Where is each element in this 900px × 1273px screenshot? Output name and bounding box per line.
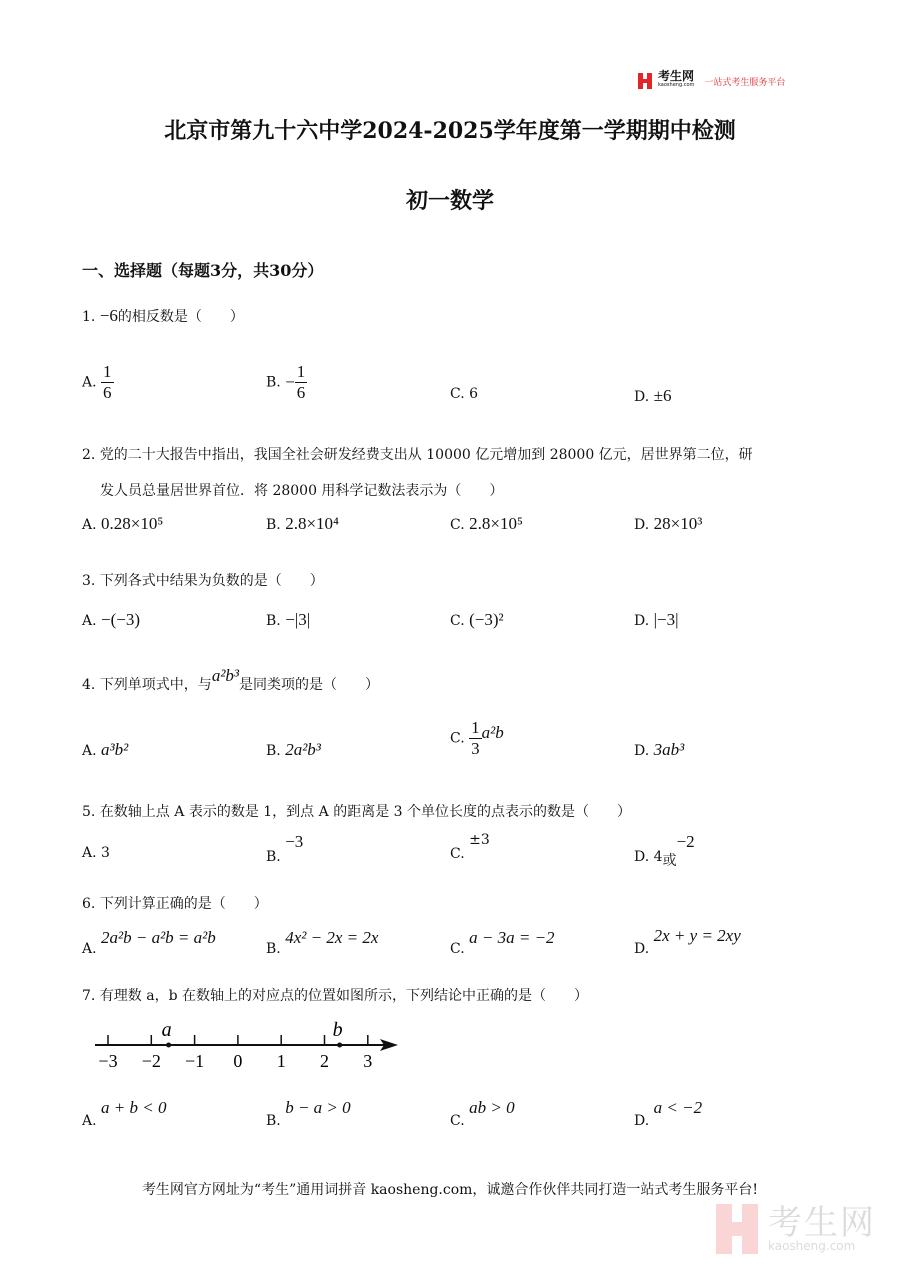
option-value: 2x + y = 2xy bbox=[653, 926, 741, 945]
option-label: A. bbox=[82, 941, 97, 957]
tick-label: 1 bbox=[276, 1051, 286, 1071]
option-label: D. bbox=[634, 849, 650, 865]
option-label: C. bbox=[450, 386, 465, 402]
option-value: 2.8×10⁴ bbox=[285, 514, 339, 533]
option-value: 4 bbox=[653, 849, 663, 865]
option-label: B. bbox=[266, 374, 281, 391]
option-label: B. bbox=[266, 849, 281, 865]
option-value: 0.28×10⁵ bbox=[101, 514, 164, 533]
page-title: 北京市第九十六中学2024-2025学年度第一学期期中检测 bbox=[164, 118, 736, 144]
option-label: C. bbox=[450, 941, 465, 957]
minus-sign: − bbox=[285, 372, 295, 392]
option-label: C. bbox=[450, 846, 465, 862]
numerator: 1 bbox=[296, 362, 306, 381]
numerator: 1 bbox=[471, 718, 480, 737]
option-value: 3ab³ bbox=[653, 740, 685, 759]
question-number: 2. bbox=[82, 447, 96, 463]
tick-label: 2 bbox=[320, 1051, 329, 1071]
point-b bbox=[337, 1043, 342, 1048]
option-c[interactable] bbox=[450, 1098, 515, 1129]
option-label: C. bbox=[450, 613, 465, 629]
question-text: 是同类项的是（ ） bbox=[239, 677, 380, 693]
option-label: A. bbox=[82, 374, 97, 391]
option-value: a + b < 0 bbox=[101, 1098, 167, 1117]
option-value: −2 bbox=[676, 832, 695, 851]
option-value: 4x² − 2x = 2x bbox=[285, 928, 379, 947]
question-text: 有理数 a，b 在数轴上的对应点的位置如图所示，下列结论中正确的是（ ） bbox=[99, 988, 589, 1004]
option-value: b − a > 0 bbox=[285, 1098, 351, 1117]
option-value: ab > 0 bbox=[469, 1098, 515, 1117]
option-label: D. bbox=[634, 613, 650, 629]
watermark-icon bbox=[716, 1204, 758, 1254]
question-text: 党的二十大报告中指出，我国全社会研发经费支出从 10000 亿元增加到 28000 亿元，居世界第二位，研 bbox=[99, 447, 753, 463]
question-text: 下列计算正确的是（ ） bbox=[99, 896, 268, 912]
question-number: 4. bbox=[82, 677, 96, 693]
option-label: A. bbox=[82, 845, 97, 861]
option-label: B. bbox=[266, 613, 281, 629]
header-slogan: 一站式考生服务平台 bbox=[704, 77, 786, 88]
option-label: D. bbox=[634, 1113, 650, 1129]
math-expr: −6 bbox=[99, 306, 118, 325]
numerator: 1 bbox=[103, 362, 112, 381]
option-d[interactable] bbox=[634, 1098, 703, 1129]
option-value: 6 bbox=[469, 386, 479, 402]
option-label: C. bbox=[450, 517, 465, 533]
question-text: 下列各式中结果为负数的是（ ） bbox=[99, 573, 324, 589]
tick-label: −3 bbox=[98, 1051, 118, 1071]
tick-label: −1 bbox=[185, 1051, 205, 1071]
option-label: D. bbox=[634, 517, 650, 533]
question-text: 的相反数是（ ） bbox=[117, 309, 244, 325]
footer-text: 考生网官方网址为“考生”通用词拼音 kaosheng.com，诚邀合作伙伴共同打造一站式考生服务平台! bbox=[141, 1182, 759, 1198]
watermark-sub: kaosheng.com bbox=[768, 1239, 856, 1253]
option-value: ±6 bbox=[653, 386, 672, 405]
point-a bbox=[166, 1043, 171, 1048]
question-text: 在数轴上点 A 表示的数是 1，到点 A 的距离是 3 个单位长度的点表示的数是（ ） bbox=[99, 804, 631, 820]
logo-sub: kaosheng.com bbox=[658, 82, 695, 88]
section-heading: 一、选择题（每题3分，共30分） bbox=[82, 261, 324, 280]
option-label: D. bbox=[634, 941, 650, 957]
option-value: 2a²b³ bbox=[285, 740, 321, 759]
question-2-line2: 发人员总量居世界首位．将 28000 用科学记数法表示为（ ） bbox=[100, 483, 504, 499]
logo-text: 考生网 bbox=[658, 69, 695, 83]
page-subtitle: 初一数学 bbox=[405, 188, 494, 214]
question-number: 1. bbox=[82, 309, 96, 325]
question-number: 6. bbox=[82, 896, 96, 912]
tick-label: −2 bbox=[141, 1051, 161, 1071]
option-value: a³b² bbox=[101, 740, 129, 759]
point-label-a: a bbox=[161, 1019, 172, 1041]
tick-label: 0 bbox=[233, 1051, 243, 1071]
option-label: B. bbox=[266, 517, 281, 533]
watermark-text: 考生网 bbox=[768, 1203, 876, 1243]
option-value: a − 3a = −2 bbox=[469, 928, 555, 947]
option-label: A. bbox=[82, 517, 97, 533]
option-value: 2.8×10⁵ bbox=[469, 514, 523, 533]
option-value: a²b bbox=[481, 722, 504, 742]
option-value: a < −2 bbox=[653, 1098, 703, 1117]
watermark-logo bbox=[716, 1204, 876, 1254]
option-label: B. bbox=[266, 1113, 281, 1129]
option-label: C. bbox=[450, 730, 465, 747]
question-number: 5. bbox=[82, 804, 96, 820]
option-value: 3 bbox=[101, 845, 110, 861]
option-value: 28×10³ bbox=[653, 514, 703, 533]
option-label: B. bbox=[266, 743, 281, 759]
option-connector: 或 bbox=[662, 853, 677, 869]
math-expr: a²b³ bbox=[211, 666, 240, 685]
question-number: 3. bbox=[82, 573, 96, 589]
question-number: 7. bbox=[82, 988, 96, 1004]
option-a[interactable] bbox=[82, 1098, 167, 1129]
option-label: B. bbox=[266, 941, 281, 957]
option-label: A. bbox=[82, 743, 97, 759]
option-value: (−3)² bbox=[469, 610, 504, 629]
option-value: 2a²b − a²b = a²b bbox=[101, 928, 216, 947]
option-label: C. bbox=[450, 1113, 465, 1129]
option-value: −3 bbox=[285, 832, 304, 851]
option-value: |−3| bbox=[653, 610, 679, 629]
option-label: A. bbox=[82, 613, 97, 629]
option-label: D. bbox=[634, 743, 650, 759]
tick-label: 3 bbox=[363, 1051, 373, 1071]
option-label: D. bbox=[634, 389, 650, 405]
point-label-b: b bbox=[332, 1019, 343, 1041]
option-label: A. bbox=[82, 1113, 97, 1129]
option-value: −(−3) bbox=[101, 610, 141, 629]
question-text: 下列单项式中，与 bbox=[99, 677, 212, 693]
option-value: −|3| bbox=[285, 610, 311, 629]
option-b[interactable] bbox=[266, 1098, 351, 1129]
option-value: ±3 bbox=[469, 832, 490, 848]
denominator: 6 bbox=[103, 383, 112, 402]
denominator: 6 bbox=[296, 383, 306, 402]
denominator: 3 bbox=[471, 739, 480, 758]
